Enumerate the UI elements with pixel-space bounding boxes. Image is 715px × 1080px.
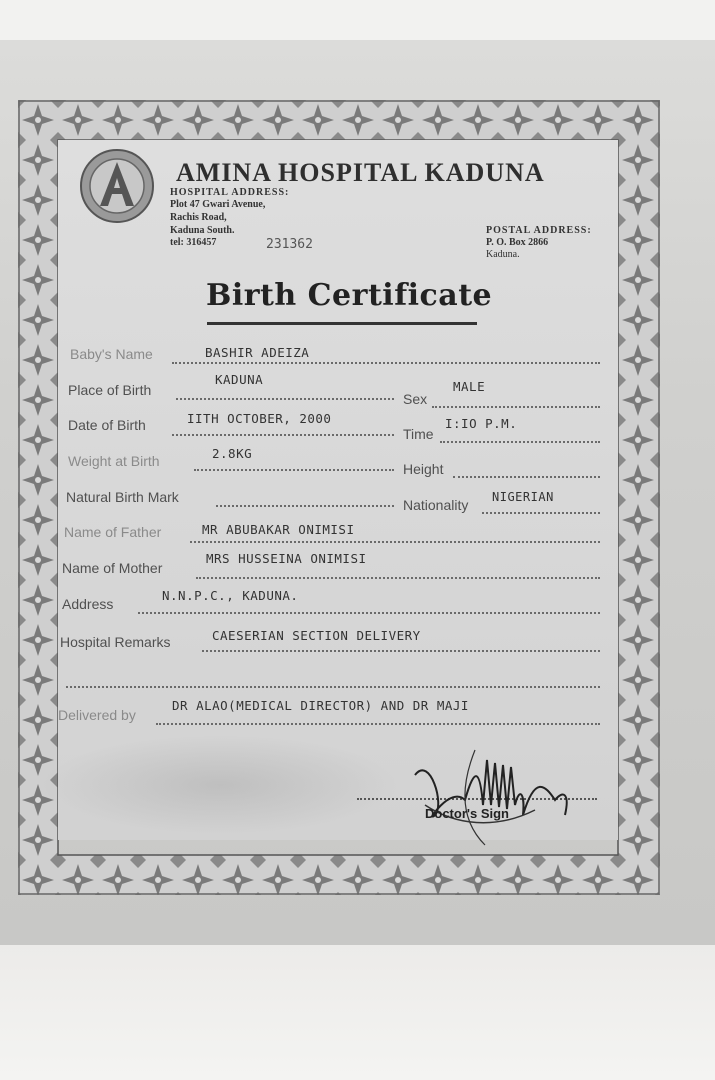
father-name-label: Name of Father: [64, 524, 162, 540]
dotted-line: [482, 512, 600, 514]
sex-value: MALE: [453, 379, 486, 394]
date-of-birth-value: IITH OCTOBER, 2000: [187, 411, 332, 426]
dotted-line: [138, 612, 600, 614]
place-of-birth-label: Place of Birth: [68, 382, 152, 398]
birth-mark-label: Natural Birth Mark: [66, 489, 179, 505]
postal-address-line: Kaduna.: [486, 249, 520, 260]
dotted-line: [440, 441, 600, 443]
dotted-line: [194, 469, 394, 471]
mother-name-value: MRS HUSSEINA ONIMISI: [206, 551, 367, 566]
hospital-address-line: Rachis Road,: [170, 212, 227, 223]
postal-address-heading: POSTAL ADDRESS:: [486, 225, 592, 236]
address-label: Address: [62, 596, 114, 612]
dotted-line: [432, 406, 600, 408]
postal-address-line: P. O. Box 2866: [486, 237, 549, 248]
dotted-line: [156, 723, 600, 725]
date-of-birth-label: Date of Birth: [68, 417, 146, 433]
dotted-line: [202, 650, 600, 652]
height-label: Height: [403, 461, 444, 477]
page-bottom: [0, 945, 715, 1080]
weight-label: Weight at Birth: [68, 453, 160, 469]
certificate-title: Birth Certificate: [206, 278, 493, 313]
mother-name-label: Name of Mother: [62, 560, 163, 576]
dotted-line: [216, 505, 394, 507]
dotted-line: [453, 476, 600, 478]
hospital-logo-icon: [78, 148, 156, 224]
hospital-address-line: Plot 47 Gwari Avenue,: [170, 199, 266, 210]
hospital-address-heading: HOSPITAL ADDRESS:: [170, 187, 290, 198]
delivered-by-label: Delivered by: [58, 707, 136, 723]
hospital-address-line: Kaduna South.: [170, 225, 235, 236]
dotted-line: [190, 541, 600, 543]
hospital-remarks-value: CAESERIAN SECTION DELIVERY: [212, 628, 421, 643]
weight-value: 2.8KG: [212, 446, 253, 461]
hospital-name: AMINA HOSPITAL KADUNA: [176, 158, 545, 187]
doctor-sign-label: Doctor's Sign: [425, 806, 509, 821]
nationality-label: Nationality: [403, 497, 469, 513]
time-label: Time: [403, 426, 434, 442]
place-of-birth-value: KADUNA: [215, 372, 264, 387]
hospital-remarks-label: Hospital Remarks: [60, 634, 171, 650]
time-value: I:IO P.M.: [445, 416, 518, 431]
dotted-line: [172, 434, 394, 436]
photocopy-shadow: [40, 735, 400, 835]
address-value: N.N.P.C., KADUNA.: [162, 588, 299, 603]
baby-name-label: Baby's Name: [70, 346, 153, 362]
dotted-line: [66, 686, 600, 688]
handwritten-number: 231362: [266, 237, 313, 252]
father-name-value: MR ABUBAKAR ONIMISI: [202, 522, 355, 537]
title-underline: [207, 322, 477, 325]
dotted-line: [172, 362, 600, 364]
nationality-value: NIGERIAN: [492, 490, 554, 504]
baby-name-value: BASHIR ADEIZA: [205, 345, 310, 360]
delivered-by-value: DR ALAO(MEDICAL DIRECTOR) AND DR MAJI: [172, 698, 469, 713]
dotted-line: [176, 398, 394, 400]
dotted-line: [196, 577, 600, 579]
sex-label: Sex: [403, 391, 428, 407]
hospital-tel: tel: 316457: [170, 237, 217, 248]
doctor-signature: [405, 745, 585, 855]
